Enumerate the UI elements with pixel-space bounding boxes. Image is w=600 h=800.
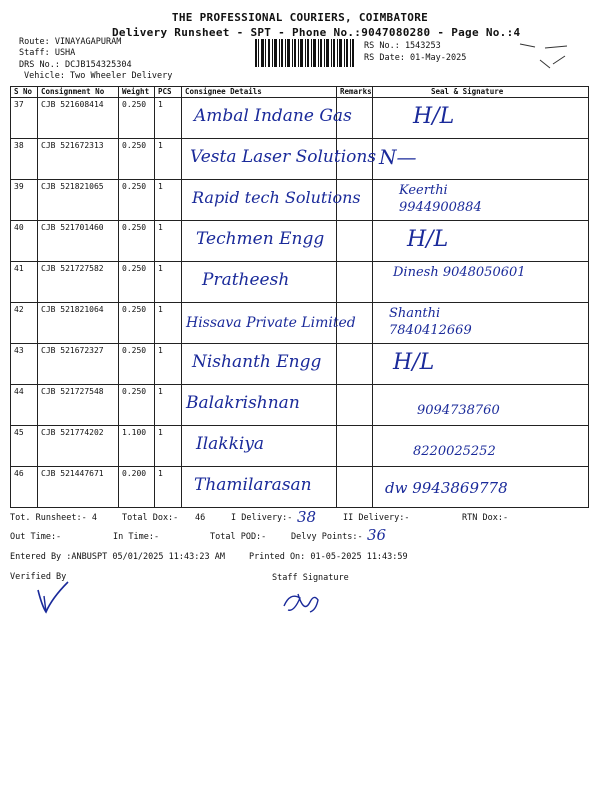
sno-cell: 38: [14, 141, 24, 150]
printed-on: Printed On: 01-05-2025 11:43:59: [249, 552, 408, 562]
sno-cell: 46: [14, 469, 24, 478]
sno-cell: 42: [14, 305, 24, 314]
weight-cell: 1.100: [122, 428, 147, 437]
consignment-cell: CJB 521608414: [41, 100, 104, 109]
total-pod-label: Total POD:-: [210, 532, 267, 542]
route-label: Route: VINAYAGAPURAM: [19, 37, 122, 47]
consignee-cell: Thamilarasan: [194, 475, 312, 495]
consignee-cell: Hissava Private Limited: [186, 315, 356, 331]
table-row: [11, 385, 589, 426]
consignment-cell: CJB 521774202: [41, 428, 104, 437]
pcs-cell: 1: [158, 100, 163, 109]
weight-cell: 0.250: [122, 223, 147, 232]
delvy-points-label: Delvy Points:-: [291, 532, 363, 542]
sno-cell: 44: [14, 387, 24, 396]
weight-cell: 0.250: [122, 182, 147, 191]
table-row: [11, 221, 589, 262]
signature-cell: H/L: [413, 104, 455, 129]
delvy-points-value: 36: [367, 526, 387, 544]
weight-cell: 0.250: [122, 141, 147, 150]
pcs-cell: 1: [158, 305, 163, 314]
col-header-signature: Seal & Signature: [373, 87, 589, 98]
consignment-cell: CJB 521447671: [41, 469, 104, 478]
col-header-weight: Weight: [119, 87, 155, 98]
weight-cell: 0.250: [122, 100, 147, 109]
weight-cell: 0.250: [122, 387, 147, 396]
table-row: [11, 139, 589, 180]
consignment-cell: CJB 521821065: [41, 182, 104, 191]
weight-cell: 0.250: [122, 264, 147, 273]
staff-signature-label: Staff Signature: [272, 573, 349, 583]
col-header-remarks: Remarks: [337, 87, 373, 98]
consignee-cell: Nishanth Engg: [192, 352, 322, 372]
pcs-cell: 1: [158, 182, 163, 191]
signature-cell: H/L: [393, 350, 435, 375]
col-header-consignment: Consignment No: [38, 87, 119, 98]
signature-cell: N—: [379, 145, 417, 169]
weight-cell: 0.200: [122, 469, 147, 478]
col-header-sno: S No: [11, 87, 38, 98]
consignment-cell: CJB 521701460: [41, 223, 104, 232]
consignee-cell: Techmen Engg: [196, 229, 325, 249]
pcs-cell: 1: [158, 264, 163, 273]
consignee-cell: Vesta Laser Solutions: [190, 147, 377, 167]
sno-cell: 39: [14, 182, 24, 191]
table-row: [11, 98, 589, 139]
signature-cell: 8220025252: [413, 444, 496, 459]
table-row: [11, 303, 589, 344]
pcs-cell: 1: [158, 346, 163, 355]
runsheet-subtitle: Delivery Runsheet - SPT - Phone No.:9047080280 - Page No.:4: [112, 26, 521, 39]
col-header-consignee: Consignee Details: [182, 87, 337, 98]
total-dox-value: 46: [195, 513, 206, 523]
entered-by: Entered By :ANBUSPT 05/01/2025 11:43:23 AM: [10, 552, 225, 562]
consignee-cell: Balakrishnan: [186, 393, 300, 413]
col-header-pcs: PCS: [155, 87, 182, 98]
consignment-cell: CJB 521727582: [41, 264, 104, 273]
verified-by-label: Verified By: [10, 572, 67, 582]
table-header-row: [11, 87, 589, 98]
out-time-label: Out Time:-: [10, 532, 62, 542]
pen-mark-scribble: [515, 38, 575, 78]
sno-cell: 37: [14, 100, 24, 109]
sno-cell: 41: [14, 264, 24, 273]
drs-number: DRS No.: DCJB154325304: [19, 60, 132, 70]
ii-delivery-label: II Delivery:-: [343, 513, 410, 523]
rtn-dox-label: RTN Dox:-: [462, 513, 509, 523]
pcs-cell: 1: [158, 141, 163, 150]
i-delivery-label: I Delivery:-: [231, 513, 293, 523]
pcs-cell: 1: [158, 223, 163, 232]
staff-label: Staff: USHA: [19, 48, 76, 58]
total-dox-label: Total Dox:-: [122, 513, 179, 523]
consignment-cell: CJB 521821064: [41, 305, 104, 314]
in-time-label: In Time:-: [113, 532, 160, 542]
pcs-cell: 1: [158, 428, 163, 437]
i-delivery-value: 38: [297, 508, 317, 526]
table-row: [11, 467, 589, 508]
vehicle-label: Vehicle: Two Wheeler Delivery: [24, 71, 173, 81]
table-row: [11, 180, 589, 221]
sno-cell: 45: [14, 428, 24, 437]
pcs-cell: 1: [158, 469, 163, 478]
signature-cell: dw 9943869778: [385, 479, 508, 497]
signature-cell: H/L: [407, 227, 449, 252]
consignee-cell: Ambal Indane Gas: [194, 106, 352, 126]
delivery-table: [10, 86, 589, 508]
pcs-cell: 1: [158, 387, 163, 396]
consignment-cell: CJB 521727548: [41, 387, 104, 396]
consignee-cell: Ilakkiya: [196, 434, 265, 454]
sno-cell: 43: [14, 346, 24, 355]
barcode-image: [255, 39, 355, 67]
verified-signature-mark: [28, 578, 78, 618]
signature-cell: Shanthi 7840412669: [389, 306, 472, 338]
signature-cell: 9094738760: [417, 403, 500, 418]
company-title: THE PROFESSIONAL COURIERS, COIMBATORE: [171, 11, 429, 24]
weight-cell: 0.250: [122, 346, 147, 355]
weight-cell: 0.250: [122, 305, 147, 314]
table-row: [11, 262, 589, 303]
consignment-cell: CJB 521672313: [41, 141, 104, 150]
table-row: [11, 426, 589, 467]
signature-cell: Keerthi 9944900884: [399, 183, 482, 215]
consignment-cell: CJB 521672327: [41, 346, 104, 355]
rs-date: RS Date: 01-May-2025: [364, 53, 467, 63]
signature-cell: Dinesh 9048050601: [393, 265, 526, 280]
staff-signature-mark: [280, 588, 330, 618]
sno-cell: 40: [14, 223, 24, 232]
table-row: [11, 344, 589, 385]
rs-number: RS No.: 1543253: [364, 41, 441, 51]
tot-runsheet: Tot. Runsheet:- 4: [10, 513, 97, 523]
consignee-cell: Pratheesh: [202, 270, 290, 290]
consignee-cell: Rapid tech Solutions: [192, 188, 361, 207]
